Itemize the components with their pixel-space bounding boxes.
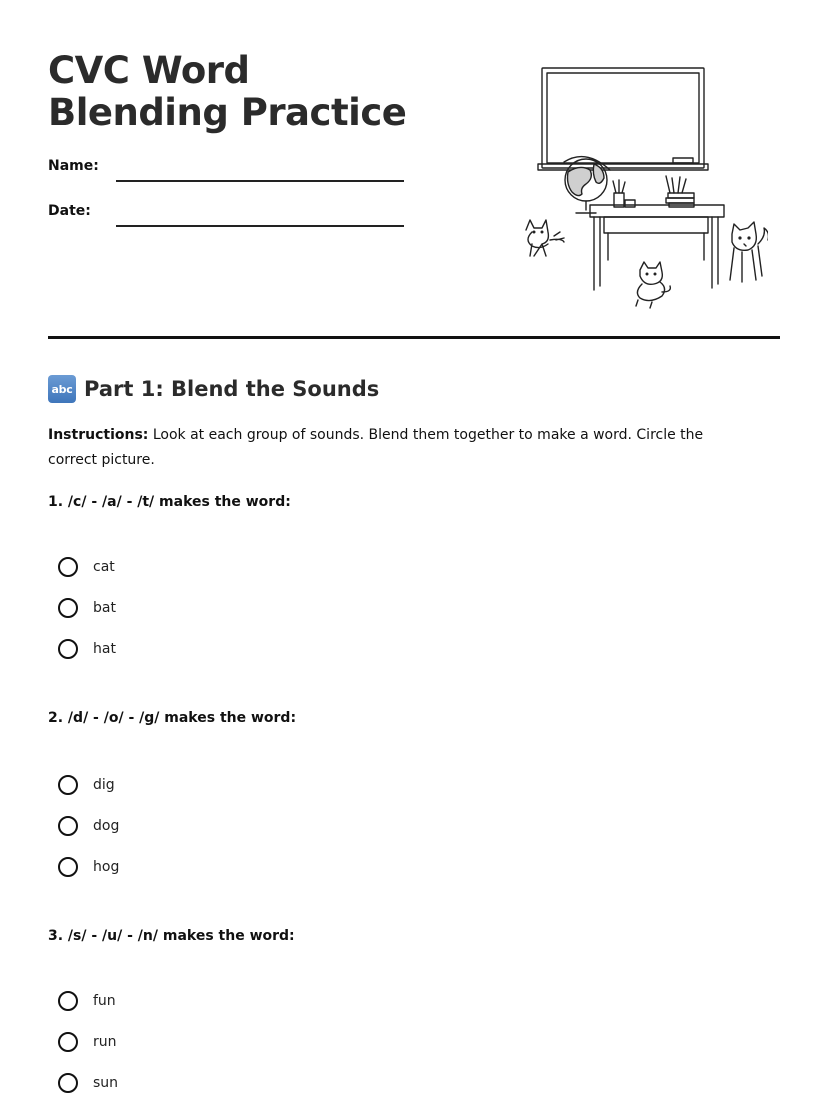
option-label: dig [93, 777, 115, 793]
name-label: Name: [48, 158, 99, 174]
question-2-option-1[interactable] [58, 773, 115, 797]
name-write-line[interactable] [116, 180, 404, 182]
name-field-row [48, 158, 408, 182]
chalkboard-frame [542, 68, 704, 168]
radio-circle[interactable] [58, 639, 78, 659]
radio-circle[interactable] [58, 557, 78, 577]
eraser [673, 158, 693, 163]
option-label: run [93, 1034, 117, 1050]
page-title: CVC Word Blending Practice [48, 49, 407, 134]
question-3-option-1[interactable] [58, 989, 116, 1013]
date-write-line[interactable] [116, 225, 404, 227]
chalk-ledge [538, 164, 708, 170]
part1-heading [48, 374, 379, 404]
pencil-cup-icon [613, 180, 635, 207]
question-2 [48, 710, 648, 875]
option-label: sun [93, 1075, 119, 1091]
question-1-option-3[interactable] [58, 637, 116, 661]
radio-circle[interactable] [58, 1073, 78, 1093]
cat-middle-icon [636, 262, 670, 308]
radio-circle[interactable] [58, 991, 78, 1011]
question-2-prompt: 2. /d/ - /o/ - /g/ makes the word: [48, 710, 297, 726]
abc-icon: abc [48, 375, 76, 403]
radio-circle[interactable] [58, 816, 78, 836]
cat-left-icon [526, 220, 564, 256]
question-1-prompt: 1. /c/ - /a/ - /t/ makes the word: [48, 494, 291, 510]
radio-circle[interactable] [58, 598, 78, 618]
instructions-lead: Instructions: [48, 427, 149, 443]
question-3-prompt: 3. /s/ - /u/ - /n/ makes the word: [48, 928, 295, 944]
radio-circle[interactable] [58, 857, 78, 877]
question-3-option-3[interactable] [58, 1071, 118, 1095]
desk-icon [590, 205, 724, 290]
radio-circle[interactable] [58, 1032, 78, 1052]
question-3 [48, 928, 648, 1091]
question-3-option-2[interactable] [58, 1030, 117, 1054]
worksheet-page [48, 0, 780, 1118]
date-label: Date: [48, 203, 91, 219]
part1-title: Part 1: Blend the Sounds [84, 377, 380, 401]
option-label: dog [93, 818, 120, 834]
chalkboard-surface [547, 73, 699, 163]
instructions-body: Look at each group of sounds. Blend them together to make a word. Circle the correct picture. [48, 427, 704, 468]
cat-right-icon [730, 222, 768, 282]
option-label: cat [93, 559, 115, 575]
section-divider [48, 336, 780, 339]
date-field-row [48, 203, 408, 227]
option-label: hat [93, 641, 116, 657]
option-label: bat [93, 600, 116, 616]
radio-circle[interactable] [58, 775, 78, 795]
instructions-text [48, 423, 738, 473]
question-1-option-1[interactable] [58, 555, 115, 579]
question-1 [48, 494, 648, 657]
option-label: hog [93, 859, 120, 875]
books-icon [666, 176, 694, 207]
question-1-option-2[interactable] [58, 596, 116, 620]
option-label: fun [93, 993, 116, 1009]
classroom-illustration [520, 60, 768, 310]
question-2-option-3[interactable] [58, 855, 119, 879]
question-2-option-2[interactable] [58, 814, 119, 838]
